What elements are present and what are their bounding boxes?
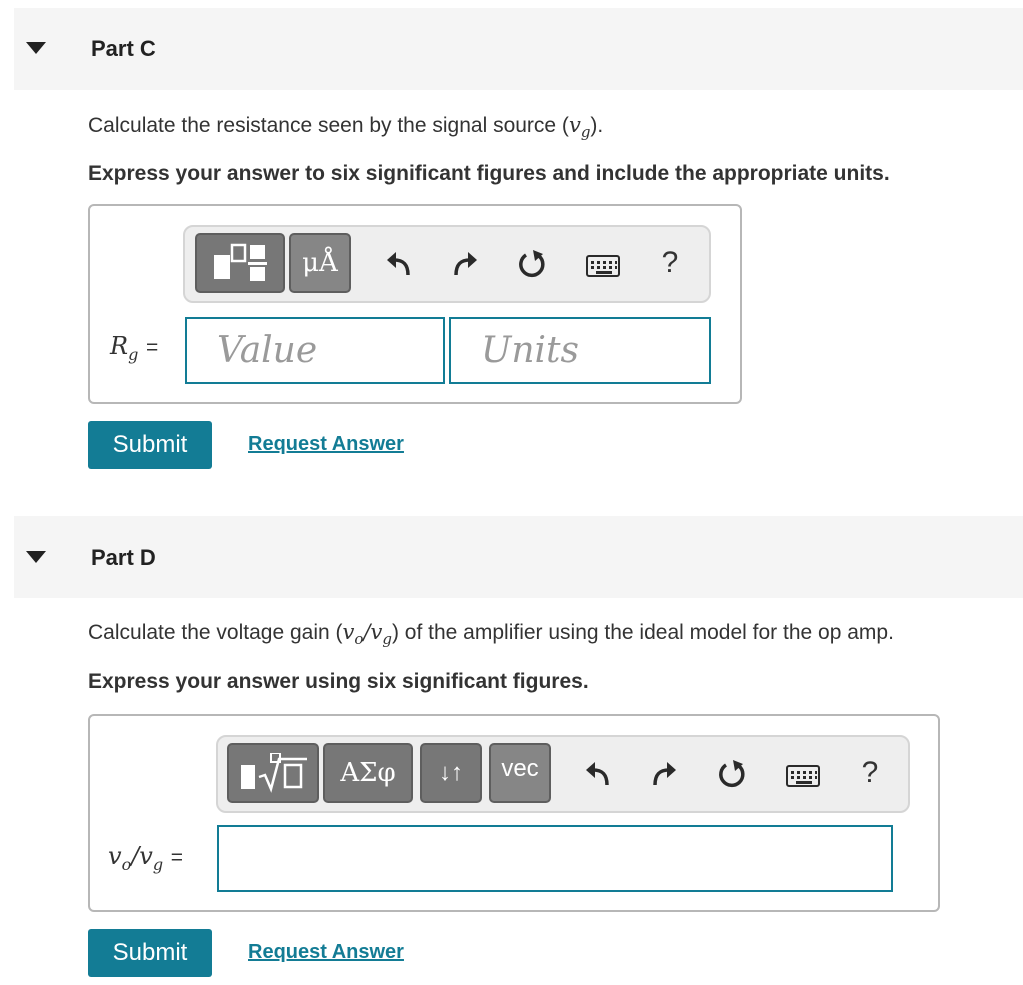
vg-sub: g <box>152 854 164 874</box>
vo-vg-label <box>108 842 183 874</box>
question-math-v2: v <box>370 620 383 644</box>
caret-down-icon[interactable] <box>26 551 46 563</box>
part-c-submit-button[interactable]: Submit <box>88 421 212 469</box>
rg-label <box>110 332 158 364</box>
part-c-request-answer-link[interactable]: Request Answer <box>248 433 404 455</box>
part-d-answer-box <box>88 714 940 912</box>
undo-icon[interactable] <box>581 757 615 791</box>
vo-sub: o <box>121 854 132 874</box>
question-math-slash: / <box>363 620 371 644</box>
rg-equals: = <box>145 336 159 359</box>
vo-main: v <box>108 842 122 870</box>
part-c-answer-box <box>88 204 742 404</box>
question-math-sub-g: g <box>382 630 392 649</box>
undo-icon[interactable] <box>382 247 416 281</box>
question-text-prefix: Calculate the resistance seen by the signal source ( <box>88 114 569 137</box>
caret-down-icon[interactable] <box>26 42 46 54</box>
rg-main: R <box>110 332 129 360</box>
part-d-question <box>88 620 894 648</box>
value-input[interactable] <box>185 317 445 384</box>
part-d-submit-button[interactable]: Submit <box>88 929 212 977</box>
help-icon[interactable]: ? <box>861 756 879 789</box>
templates-icon <box>210 241 270 285</box>
vector-button[interactable]: vec <box>489 743 551 803</box>
part-c-question <box>88 113 603 141</box>
part-d-toolbar <box>216 735 910 813</box>
greek-symbols-button[interactable]: ΑΣφ <box>323 743 413 803</box>
question-math-sub: g <box>580 123 591 142</box>
math-templates-button[interactable] <box>227 743 319 803</box>
part-d-header[interactable] <box>14 516 1023 598</box>
part-d-instruction: Express your answer using six significant figures. <box>88 670 589 693</box>
keyboard-icon[interactable] <box>586 255 620 277</box>
rg-sub: g <box>128 344 139 364</box>
keyboard-icon[interactable] <box>786 765 820 787</box>
question-text-suffix: ) of the amplifier using the ideal model for the op amp. <box>391 621 894 644</box>
vg-main: v <box>139 842 153 870</box>
answer-input[interactable] <box>217 825 893 892</box>
reset-icon[interactable] <box>515 247 549 281</box>
redo-icon[interactable] <box>448 247 482 281</box>
question-math-sub-o: o <box>354 630 364 649</box>
redo-icon[interactable] <box>647 757 681 791</box>
question-math-v: v <box>568 113 581 137</box>
question-text-suffix: ). <box>590 114 604 137</box>
part-d-title: Part D <box>91 545 156 570</box>
part-c-toolbar <box>183 225 711 303</box>
part-c-header[interactable] <box>14 8 1023 90</box>
question-math-v: v <box>342 620 355 644</box>
part-c-title: Part C <box>91 36 156 61</box>
part-d-request-answer-link[interactable]: Request Answer <box>248 941 404 963</box>
units-button[interactable]: μÅ <box>289 233 351 293</box>
sqrt-icon <box>237 753 309 793</box>
reset-icon[interactable] <box>715 757 749 791</box>
vo-slash: / <box>131 842 140 870</box>
vo-vg-equals: = <box>170 846 184 869</box>
templates-button[interactable] <box>195 233 285 293</box>
help-icon[interactable]: ? <box>661 246 679 279</box>
units-input[interactable] <box>449 317 711 384</box>
question-text-prefix: Calculate the voltage gain ( <box>88 621 343 644</box>
arrows-button[interactable]: ↓↑ <box>420 743 482 803</box>
part-c-instruction: Express your answer to six significant figures and include the appropriate units. <box>88 162 890 185</box>
